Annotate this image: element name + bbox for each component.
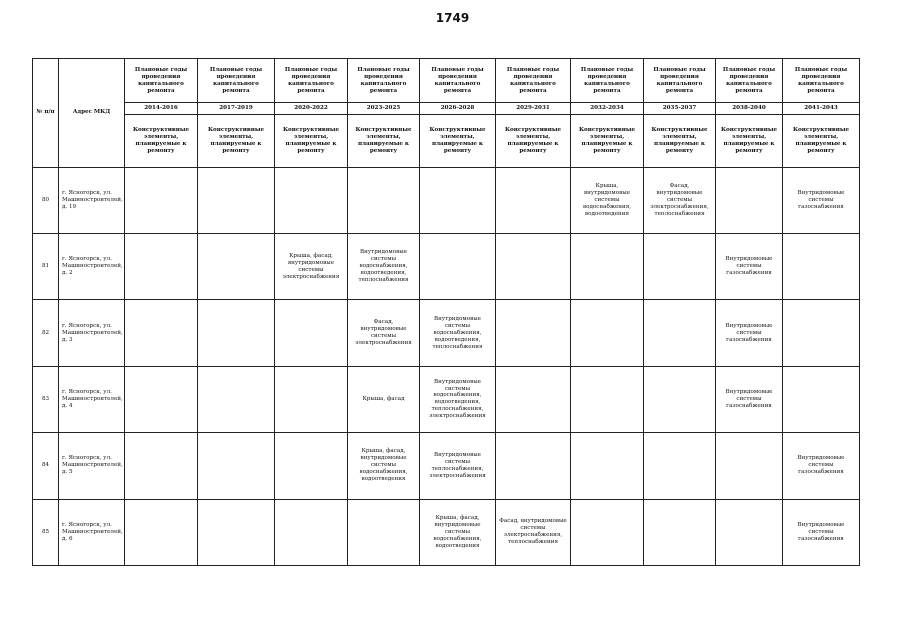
schedule-cell (716, 433, 783, 499)
elements-header: Конструктивные элементы, планируемые к ремонту (420, 115, 496, 167)
elements-header: Конструктивные элементы, планируемые к ремонту (496, 115, 571, 167)
schedule-cell: Внутридомовые системы газоснабжения (783, 433, 860, 499)
period-header: Плановые годы проведения капитального ремонта (716, 59, 783, 103)
schedule-cell (275, 433, 348, 499)
schedule-cell: Внутридомовые системы газоснабжения (716, 234, 783, 300)
row-address: г. Ясногорск, ул. Машиностроителей, д. 19 (59, 167, 125, 233)
schedule-cell (571, 234, 644, 300)
schedule-cell (125, 234, 198, 300)
elements-header: Конструктивные элементы, планируемые к ремонту (716, 115, 783, 167)
header-row-elements (33, 115, 860, 167)
schedule-cell (275, 300, 348, 366)
schedule-cell (571, 300, 644, 366)
schedule-cell (420, 234, 496, 300)
period-years: 2029-2031 (496, 103, 571, 115)
schedule-cell (783, 366, 860, 432)
row-number: 83 (33, 366, 59, 432)
row-address: г. Ясногорск, ул. Машиностроителей, д. 4 (59, 366, 125, 432)
schedule-cell: Внутридомовые системы газоснабжения (783, 499, 860, 565)
schedule-cell (348, 167, 420, 233)
schedule-cell: Крыша, фасад, внутридомовые системы электроснабжения (275, 234, 348, 300)
period-years: 2017-2019 (198, 103, 275, 115)
period-years: 2035-2037 (644, 103, 716, 115)
row-number: 82 (33, 300, 59, 366)
schedule-cell (198, 433, 275, 499)
elements-header: Конструктивные элементы, планируемые к ремонту (644, 115, 716, 167)
elements-header: Конструктивные элементы, планируемые к ремонту (198, 115, 275, 167)
row-number: 80 (33, 167, 59, 233)
schedule-cell: Внутридомовые системы теплоснабжения, электроснабжения (420, 433, 496, 499)
period-header: Плановые годы проведения капитального ремонта (571, 59, 644, 103)
period-years: 2038-2040 (716, 103, 783, 115)
schedule-cell (716, 167, 783, 233)
period-header: Плановые годы проведения капитального ремонта (348, 59, 420, 103)
schedule-cell (275, 167, 348, 233)
schedule-cell (783, 300, 860, 366)
period-years: 2020-2022 (275, 103, 348, 115)
elements-header: Конструктивные элементы, планируемые к ремонту (783, 115, 860, 167)
schedule-cell: Внутридомовые системы газоснабжения (716, 366, 783, 432)
schedule-cell (783, 234, 860, 300)
row-address: г. Ясногорск, ул. Машиностроителей, д. 2 (59, 234, 125, 300)
schedule-cell (125, 499, 198, 565)
period-header: Плановые годы проведения капитального ремонта (644, 59, 716, 103)
schedule-cell: Внутридомовые системы водоснабжения, водоотведения, теплоснабжения (348, 234, 420, 300)
elements-header: Конструктивные элементы, планируемые к ремонту (571, 115, 644, 167)
schedule-cell (125, 366, 198, 432)
schedule-cell (198, 499, 275, 565)
elements-header: Конструктивные элементы, планируемые к ремонту (125, 115, 198, 167)
schedule-cell (644, 300, 716, 366)
period-years: 2026-2028 (420, 103, 496, 115)
schedule-cell (198, 167, 275, 233)
row-number: 81 (33, 234, 59, 300)
schedule-cell (571, 499, 644, 565)
schedule-cell: Фасад, внутридомовые системы электроснабжения, теплоснабжения (644, 167, 716, 233)
schedule-cell (198, 300, 275, 366)
period-header: Плановые годы проведения капитального ремонта (783, 59, 860, 103)
schedule-cell: Внутридомовые системы газоснабжения (716, 300, 783, 366)
schedule-cell: Внутридомовые системы водоснабжения, водоотведения, теплоснабжения, электроснабжения (420, 366, 496, 432)
table-row (33, 366, 860, 432)
schedule-cell (644, 234, 716, 300)
schedule-cell (125, 433, 198, 499)
header-address: Адрес МКД (59, 59, 125, 168)
period-header: Плановые годы проведения капитального ремонта (420, 59, 496, 103)
period-years: 2023-2025 (348, 103, 420, 115)
schedule-cell: Внутридомовые системы газоснабжения (783, 167, 860, 233)
row-number: 84 (33, 433, 59, 499)
period-years: 2041-2043 (783, 103, 860, 115)
schedule-cell (275, 366, 348, 432)
header-row-years (33, 103, 860, 115)
schedule-cell (571, 366, 644, 432)
period-header: Плановые годы проведения капитального ремонта (496, 59, 571, 103)
row-address: г. Ясногорск, ул. Машиностроителей, д. 6 (59, 499, 125, 565)
schedule-cell (496, 433, 571, 499)
period-header: Плановые годы проведения капитального ремонта (275, 59, 348, 103)
schedule-cell (571, 433, 644, 499)
row-address: г. Ясногорск, ул. Машиностроителей, д. 3 (59, 300, 125, 366)
schedule-cell: Крыша, фасад, внутридомовые системы водоснабжения, водоотведения (348, 433, 420, 499)
period-header: Плановые годы проведения капитального ремонта (198, 59, 275, 103)
table-row (33, 167, 860, 233)
elements-header: Конструктивные элементы, планируемые к ремонту (275, 115, 348, 167)
period-years: 2032-2034 (571, 103, 644, 115)
schedule-cell (644, 366, 716, 432)
schedule-cell: Крыша, фасад (348, 366, 420, 432)
repair-schedule-table (32, 58, 860, 566)
page-number: 1749 (435, 11, 470, 25)
schedule-cell (420, 167, 496, 233)
table-row (33, 300, 860, 366)
header-num: № п/п (33, 59, 59, 168)
schedule-cell: Фасад, внутридомовые системы электроснабжения, теплоснабжения (496, 499, 571, 565)
period-years: 2014-2016 (125, 103, 198, 115)
schedule-cell (198, 366, 275, 432)
row-number: 85 (33, 499, 59, 565)
schedule-cell (496, 234, 571, 300)
schedule-cell: Внутридомовые системы водоснабжения, водоотведения, теплоснабжения (420, 300, 496, 366)
schedule-cell (496, 167, 571, 233)
schedule-cell (644, 433, 716, 499)
schedule-cell (496, 300, 571, 366)
table-row (33, 234, 860, 300)
elements-header: Конструктивные элементы, планируемые к ремонту (348, 115, 420, 167)
period-header: Плановые годы проведения капитального ремонта (125, 59, 198, 103)
schedule-cell: Крыша, фасад, внутридомовые системы водоснабжения, водоотведения (420, 499, 496, 565)
schedule-cell (125, 167, 198, 233)
schedule-cell (275, 499, 348, 565)
table-row (33, 499, 860, 565)
schedule-cell (198, 234, 275, 300)
schedule-cell: Фасад, внутридомовые системы электроснабжения (348, 300, 420, 366)
schedule-cell (125, 300, 198, 366)
schedule-cell (496, 366, 571, 432)
schedule-cell: Крыша, внутридомовые системы водоснабжения, водоотведения (571, 167, 644, 233)
header-row-periods (33, 59, 860, 103)
table-row (33, 433, 860, 499)
schedule-cell (716, 499, 783, 565)
row-address: г. Ясногорск, ул. Машиностроителей, д. 5 (59, 433, 125, 499)
schedule-cell (644, 499, 716, 565)
schedule-cell (348, 499, 420, 565)
